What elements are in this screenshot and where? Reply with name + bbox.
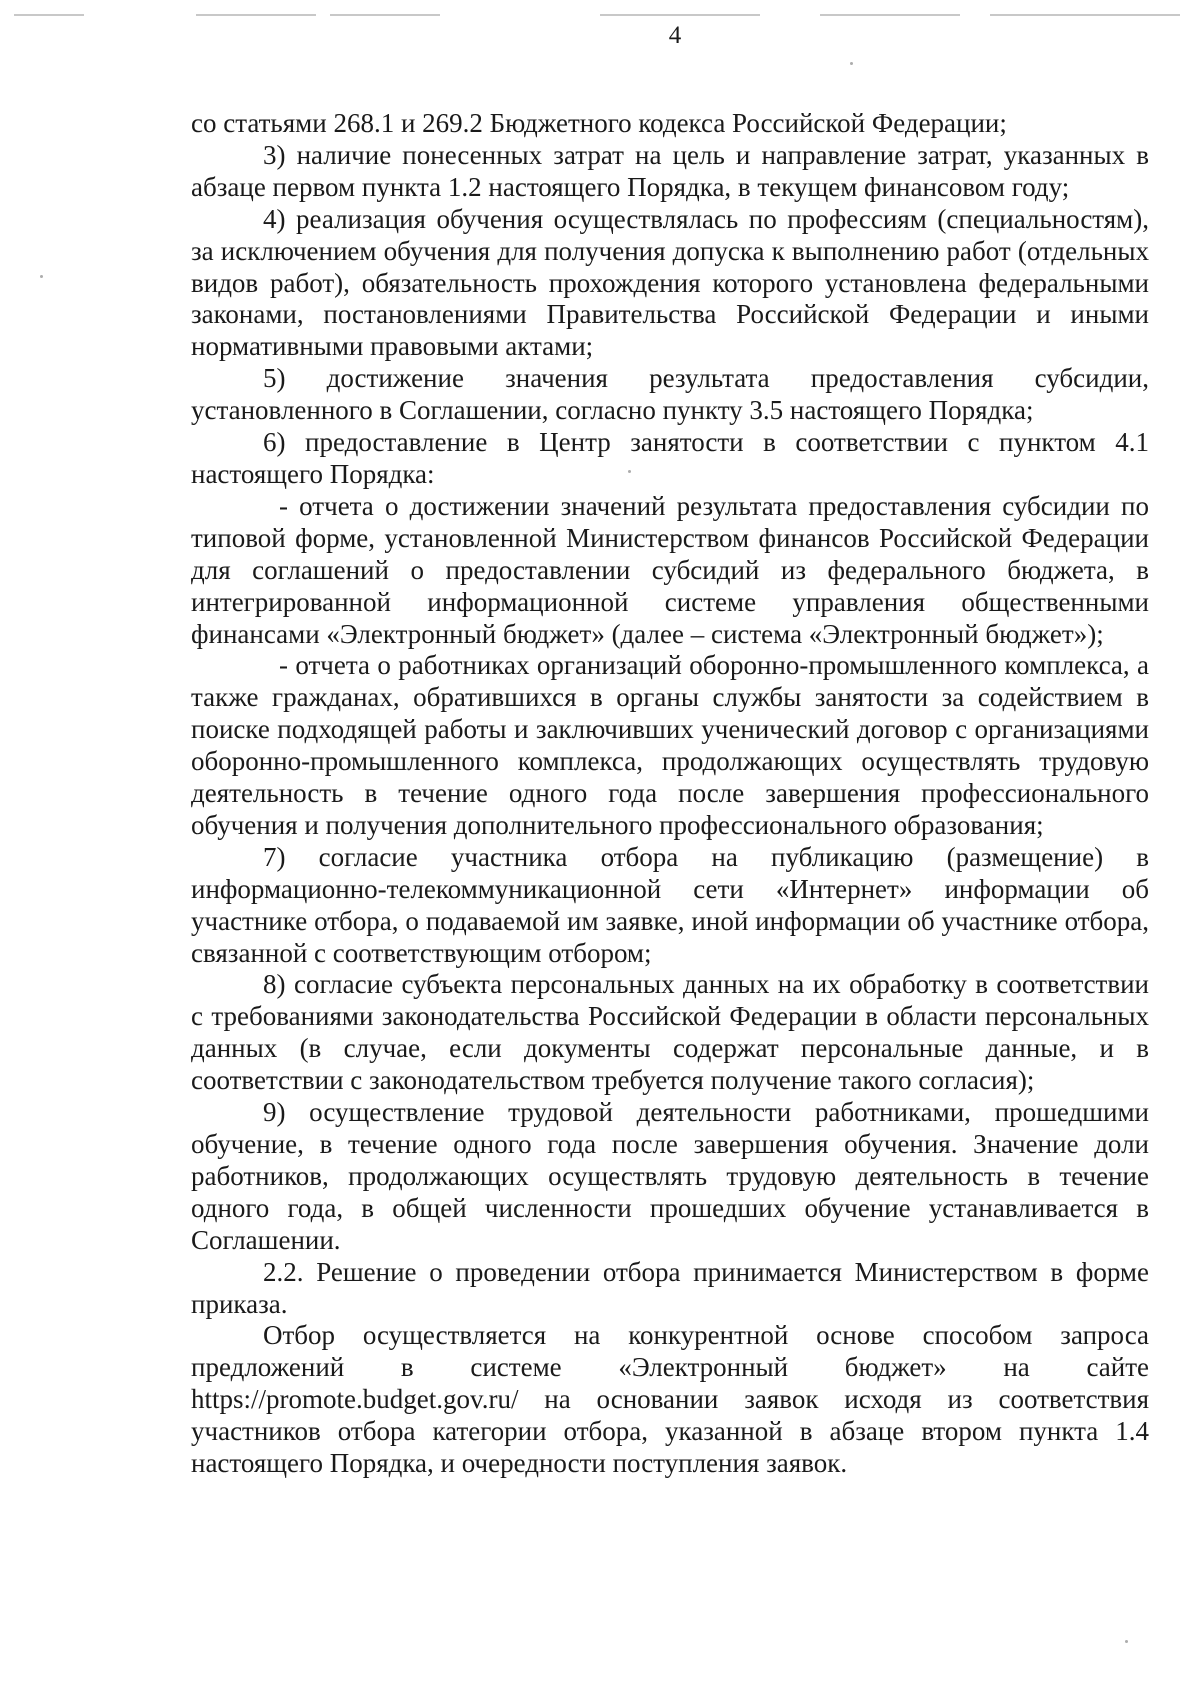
paragraph-selection-method: Отбор осуществляется на конкурентной основе способом запроса предложений в системе «Электронный бюджет» на сайте https://promote.budget.gov.ru/ на основании заявок исходя из соответствия участников отбора категории отбора, указанной в абзаце втором пункта 1.4 настоящего Порядка, и очередности поступления заявок. xyxy=(191,1320,1149,1479)
scan-speck xyxy=(1125,1640,1128,1643)
paragraph-item-7: 7) согласие участника отбора на публикацию (размещение) в информационно-телекоммуникационной сети «Интернет» информации об участнике отбора, о подаваемой им заявке, иной информации об участнике отбора, связанной с соответствующим отбором; xyxy=(191,841,1149,968)
paragraph-item-4: 4) реализация обучения осуществлялась по профессиям (специальностям), за исключением обучения для получения допуска к выполнению работ (отдельных видов работ), обязательность прохождения которого установлена федеральными законами, постановлениями Правительства Российской Федерации и иными нормативными правовыми актами; xyxy=(191,203,1149,362)
paragraph-item-5: 5) достижение значения результата предоставления субсидии, установленного в Соглашении, согласно пункту 3.5 настоящего Порядка; xyxy=(191,363,1149,426)
paragraph-item-3: 3) наличие понесенных затрат на цель и направление затрат, указанных в абзаце первом пункта 1.2 настоящего Порядка, в текущем финансовом году; xyxy=(191,139,1149,202)
page-number: 4 xyxy=(668,22,682,49)
scan-speck xyxy=(628,470,631,473)
paragraph-section-2-2: 2.2. Решение о проведении отбора принимается Министерством в форме приказа. xyxy=(191,1256,1149,1319)
paragraph-item-8: 8) согласие субъекта персональных данных на их обработку в соответствии с требованиями законодательства Российской Федерации в области персональных данных (в случае, если документы содержат персональные данные, и в соответствии с законодательством требуется получение такого согласия); xyxy=(191,969,1149,1096)
scan-speck xyxy=(850,62,853,65)
paragraph-continuation: со статьями 268.1 и 269.2 Бюджетного кодекса Российской Федерации; xyxy=(191,108,1007,138)
paragraph-item-9: 9) осуществление трудовой деятельности работниками, прошедшими обучение, в течение одного года после завершения обучения. Значение доли работников, продолжающих осуществлять трудовую деятельность в течение одного года, в общей численности прошедших обучение устанавливается в Соглашении. xyxy=(191,1097,1149,1255)
document-body xyxy=(191,108,1149,1480)
paragraph-report-results: - отчета о достижении значений результата предоставления субсидии по типовой форме, установленной Министерством финансов Российской Федерации для соглашений о предоставлении субсидий из федерального бюджета, в интегрированной информационной системе управления общественными финансами «Электронный бюджет» (далее – система «Электронный бюджет»); xyxy=(191,490,1149,649)
scan-header-artifact xyxy=(0,8,1200,22)
paragraph-item-6: 6) предоставление в Центр занятости в соответствии с пунктом 4.1 настоящего Порядка: xyxy=(191,427,1149,489)
paragraph-report-workers: - отчета о работниках организаций оборонно-промышленного комплекса, а также гражданах, обратившихся в органы службы занятости за содействием в поиске подходящей работы и заключивших ученический договор с организациями оборонно-промышленного комплекса, продолжающих осуществлять трудовую деятельность в течение одного года после завершения профессионального обучения и получения дополнительного профессионального образования; xyxy=(191,650,1149,840)
scan-speck xyxy=(40,275,43,278)
